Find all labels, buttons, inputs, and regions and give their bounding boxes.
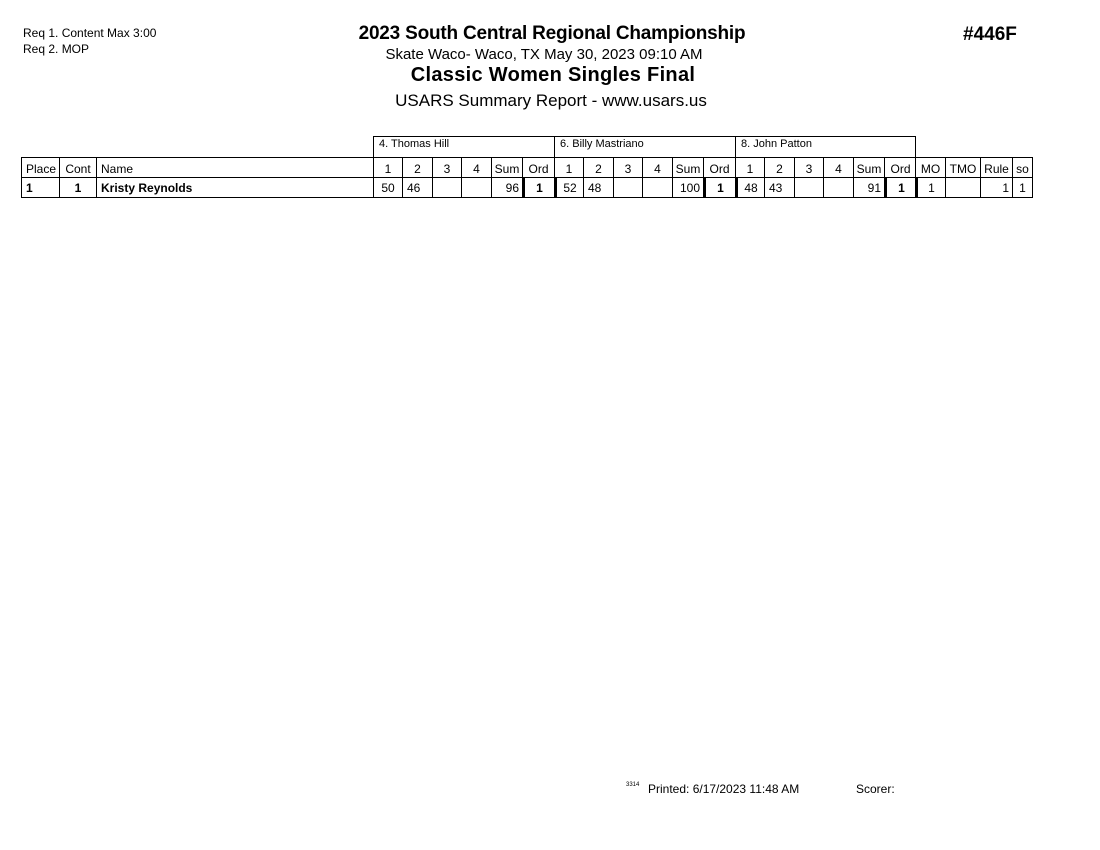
- printed-timestamp: Printed: 6/17/2023 11:48 AM: [648, 782, 800, 796]
- row-place: 1: [21, 178, 59, 198]
- event-name: Classic Women Singles Final: [410, 64, 696, 86]
- col-header-judge3-s2: 2: [764, 157, 794, 178]
- row-judge2-s4: [642, 178, 672, 198]
- row-judge3-ord: 1: [884, 178, 916, 198]
- col-header-judge1-sum: Sum: [491, 157, 522, 178]
- row-so: 1: [1012, 178, 1033, 198]
- col-header-judge2-s1: 1: [554, 157, 583, 178]
- col-header-judge1-s3: 3: [432, 157, 461, 178]
- col-header-judge2-s2: 2: [583, 157, 613, 178]
- competition-title: 2023 South Central Regional Championship: [358, 23, 746, 44]
- col-header-judge3-s4: 4: [823, 157, 853, 178]
- scorer-label: Scorer:: [856, 782, 895, 796]
- row-judge1-s1: 50: [373, 178, 402, 198]
- requirement-1: Req 1. Content Max 3:00: [23, 26, 157, 40]
- col-header-judge3-ord: Ord: [884, 157, 916, 178]
- requirement-2: Req 2. MOP: [23, 42, 90, 56]
- col-header-judge3-sum: Sum: [853, 157, 884, 178]
- row-judge1-s3: [432, 178, 461, 198]
- event-number: #446F: [963, 24, 1017, 45]
- col-header-judge2-ord: Ord: [703, 157, 735, 178]
- judge-header-3: 8. John Patton: [735, 136, 916, 157]
- col-header-mo: MO: [915, 157, 945, 178]
- row-judge2-s3: [613, 178, 642, 198]
- row-judge3-s2: 43: [764, 178, 794, 198]
- row-judge1-ord: 1: [522, 178, 554, 198]
- col-header-so: so: [1012, 157, 1033, 178]
- row-judge2-s1: 52: [554, 178, 583, 198]
- footer-code: 3314: [626, 782, 640, 788]
- col-header-judge1-s1: 1: [373, 157, 402, 178]
- judge-header-1: 4. Thomas Hill: [373, 136, 555, 157]
- row-cont: 1: [59, 178, 96, 198]
- row-judge2-ord: 1: [703, 178, 735, 198]
- row-tmo: [945, 178, 980, 198]
- col-header-cont: Cont: [59, 157, 96, 178]
- col-header-name: Name: [96, 157, 373, 178]
- col-header-rule: Rule: [980, 157, 1012, 178]
- col-header-judge2-s3: 3: [613, 157, 642, 178]
- col-header-judge2-s4: 4: [642, 157, 672, 178]
- judge-header-2: 6. Billy Mastriano: [554, 136, 736, 157]
- row-judge1-s2: 46: [402, 178, 432, 198]
- col-header-tmo: TMO: [945, 157, 980, 178]
- row-skater-name: Kristy Reynolds: [96, 178, 373, 198]
- row-judge3-s1: 48: [735, 178, 764, 198]
- event-location-date: Skate Waco- Waco, TX May 30, 2023 09:10 AM: [385, 46, 703, 63]
- col-header-judge1-ord: Ord: [522, 157, 554, 178]
- row-judge3-s3: [794, 178, 823, 198]
- row-judge1-sum: 96: [491, 178, 522, 198]
- col-header-judge3-s3: 3: [794, 157, 823, 178]
- col-header-judge2-sum: Sum: [672, 157, 703, 178]
- col-header-judge3-s1: 1: [735, 157, 764, 178]
- row-judge2-sum: 100: [672, 178, 703, 198]
- col-header-place: Place: [21, 157, 59, 178]
- col-header-judge1-s4: 4: [461, 157, 491, 178]
- row-mo: 1: [915, 178, 945, 198]
- row-judge2-s2: 48: [583, 178, 613, 198]
- row-judge3-s4: [823, 178, 853, 198]
- col-header-judge1-s2: 2: [402, 157, 432, 178]
- row-judge3-sum: 91: [853, 178, 884, 198]
- report-title: USARS Summary Report - www.usars.us: [395, 91, 707, 110]
- row-judge1-s4: [461, 178, 491, 198]
- row-rule: 1: [980, 178, 1012, 198]
